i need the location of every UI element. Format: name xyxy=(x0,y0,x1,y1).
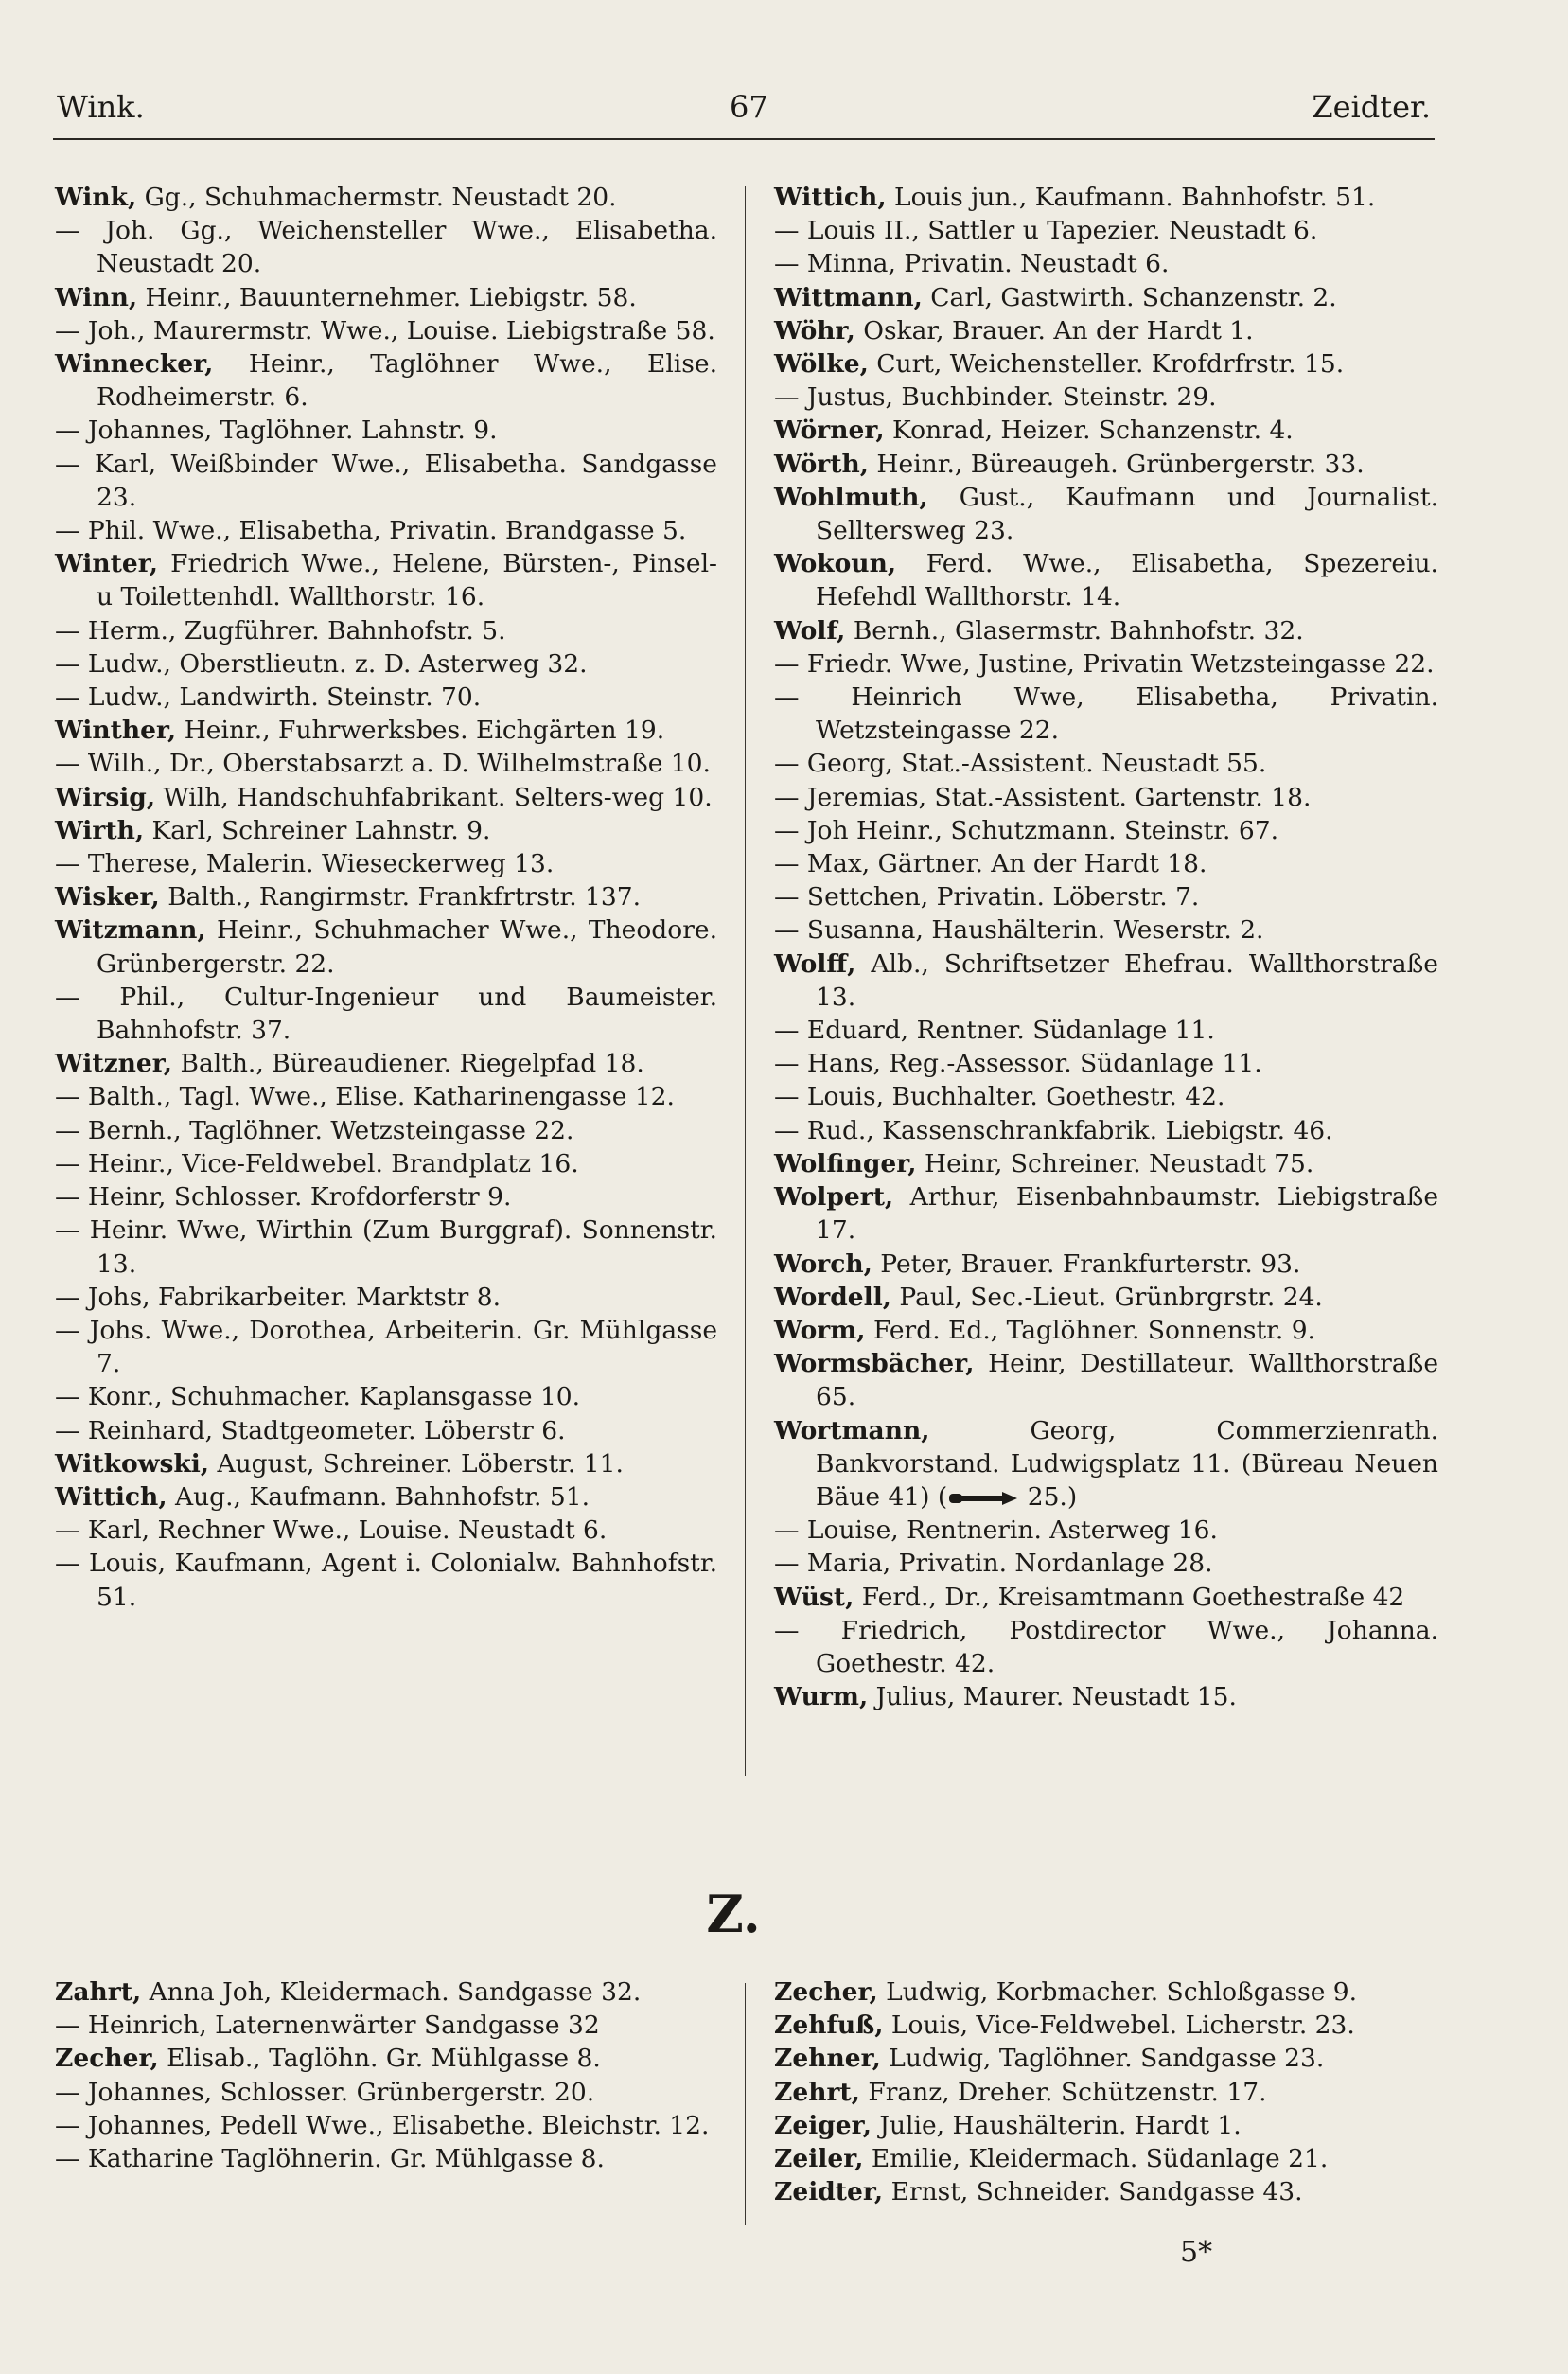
directory-entry xyxy=(55,181,717,214)
directory-entry xyxy=(774,847,1438,880)
entry-surname: Zehner, xyxy=(774,2044,881,2074)
entry-surname: Wolf, xyxy=(774,615,846,646)
directory-entry xyxy=(774,347,1438,381)
entry-text: Carl, Gastwirth. Schanzenstr. 2. xyxy=(922,282,1337,312)
entry-surname: Wöhr, xyxy=(774,315,855,345)
entry-surname: Zecher, xyxy=(55,2044,159,2074)
entry-surname: Worm, xyxy=(774,1315,866,1345)
directory-entry xyxy=(774,2109,1438,2142)
directory-entry xyxy=(774,414,1438,447)
entry-text: — Joh. Gg., Weichensteller Wwe., Elisabetha. Neustadt 20. xyxy=(55,216,717,279)
left-column-z xyxy=(55,1975,717,2175)
right-column-w xyxy=(774,181,1438,1713)
directory-entry xyxy=(55,1281,717,1314)
entry-text: Julius, Maurer. Neustadt 15. xyxy=(868,1682,1237,1712)
entry-text: Peter, Brauer. Frankfurterstr. 93. xyxy=(872,1249,1301,1279)
directory-entry xyxy=(55,2042,717,2075)
entry-surname: Wohlmuth, xyxy=(774,482,928,512)
entry-text: — Herm., Zugführer. Bahnhofstr. 5. xyxy=(55,615,506,646)
entry-surname: Zeidter, xyxy=(774,2177,884,2207)
entry-text: Heinr., Bauunternehmer. Liebigstr. 58. xyxy=(137,282,637,312)
entry-text: Oskar, Brauer. An der Hardt 1. xyxy=(854,315,1254,345)
entry-surname: Wirsig, xyxy=(55,782,156,812)
entry-text: — Joh., Maurermstr. Wwe., Louise. Liebigstraße 58. xyxy=(55,315,715,345)
page-number: 67 xyxy=(730,89,768,125)
entry-text: Curt, Weichensteller. Krofdrfrstr. 15. xyxy=(868,349,1345,380)
directory-entry xyxy=(55,2076,717,2109)
directory-entry xyxy=(55,714,717,747)
entry-text: Ferd. Ed., Taglöhner. Sonnenstr. 9. xyxy=(865,1315,1315,1345)
directory-entry xyxy=(774,913,1438,947)
entry-text: — Reinhard, Stadtgeometer. Löberstr 6. xyxy=(55,1415,566,1445)
directory-entry xyxy=(774,1248,1438,1281)
directory-entry xyxy=(55,2009,717,2042)
entry-text: — Heinr. Wwe, Wirthin (Zum Burggraf). Sonnenstr. 13. xyxy=(55,1215,717,1279)
entry-text: Heinr., Fuhrwerksbes. Eichgärten 19. xyxy=(176,716,665,746)
directory-entry xyxy=(55,281,717,314)
entry-text: Heinr, Destillateur. Wallthorstraße 65. xyxy=(816,1349,1438,1412)
directory-entry xyxy=(774,2175,1438,2208)
entry-text: — Friedr. Wwe, Justine, Privatin Wetzsteingasse 22. xyxy=(774,648,1435,679)
column-divider xyxy=(745,1983,746,2225)
directory-entry xyxy=(774,2042,1438,2075)
entry-surname: Wüst, xyxy=(774,1582,854,1612)
entry-text: Wilh, Handschuhfabrikant. Selters-weg 10. xyxy=(155,782,713,812)
section-letter: Z. xyxy=(706,1884,761,1944)
directory-entry xyxy=(55,1975,717,2009)
entry-text: — Ludw., Oberstlieutn. z. D. Asterweg 32. xyxy=(55,648,588,679)
directory-entry xyxy=(774,781,1438,814)
directory-entry xyxy=(774,1080,1438,1113)
entry-text: — Phil., Cultur-Ingenieur und Baumeister. Bahnhofstr. 37. xyxy=(55,982,717,1046)
directory-entry xyxy=(774,1281,1438,1314)
directory-entry xyxy=(774,247,1438,280)
directory-entry xyxy=(55,514,717,547)
entry-text: Ferd. Wwe., Elisabetha, Spezereiu. Hefehdl Wallthorstr. 14. xyxy=(816,549,1438,612)
directory-entry xyxy=(774,381,1438,414)
entry-text: Louis jun., Kaufmann. Bahnhofstr. 51. xyxy=(886,183,1376,212)
entry-text: Aug., Kaufmann. Bahnhofstr. 51. xyxy=(167,1481,590,1512)
entry-text: — Rud., Kassenschrankfabrik. Liebigstr. 46. xyxy=(774,1115,1333,1145)
entry-text: — Max, Gärtner. An der Hardt 18. xyxy=(774,849,1207,879)
entry-text: Georg, Commerzienrath. Bankvorstand. Ludwigsplatz 11. (Büreau Neuen Bäue 41) ( xyxy=(816,1415,1438,1512)
entry-text: Heinr, Schreiner. Neustadt 75. xyxy=(916,1148,1314,1178)
entry-surname: Wokoun, xyxy=(774,549,897,579)
entry-text: — Bernh., Taglöhner. Wetzsteingasse 22. xyxy=(55,1115,574,1145)
entry-surname: Zahrt, xyxy=(55,1977,142,2007)
entry-text: — Louise, Rentnerin. Asterweg 16. xyxy=(774,1515,1218,1546)
column-divider xyxy=(745,186,746,1776)
directory-entry xyxy=(55,1147,717,1180)
directory-entry xyxy=(774,647,1438,681)
entry-surname: Wittmann, xyxy=(774,282,923,312)
entry-surname: Wormsbächer, xyxy=(774,1349,975,1379)
entry-text: — Joh Heinr., Schutzmann. Steinstr. 67. xyxy=(774,815,1279,845)
entry-surname: Witzmann, xyxy=(55,915,206,946)
directory-entry xyxy=(774,681,1438,747)
directory-entry xyxy=(55,880,717,913)
entry-surname: Wolpert, xyxy=(774,1182,894,1213)
directory-entry xyxy=(774,1180,1438,1247)
directory-entry xyxy=(55,913,717,980)
entry-text-after: 25.) xyxy=(1019,1481,1078,1512)
directory-entry xyxy=(55,1180,717,1214)
directory-entry xyxy=(774,481,1438,547)
directory-entry xyxy=(774,614,1438,647)
directory-entry xyxy=(55,647,717,681)
entry-text: — Johannes, Schlosser. Grünbergerstr. 20. xyxy=(55,2077,595,2107)
entry-surname: Wörth, xyxy=(774,449,869,479)
entry-surname: Zehfuß, xyxy=(774,2011,884,2041)
entry-text: Balth., Büreaudiener. Riegelpfad 18. xyxy=(172,1049,644,1079)
entry-text: — Therese, Malerin. Wieseckerweg 13. xyxy=(55,849,555,879)
directory-entry xyxy=(774,1147,1438,1180)
entry-surname: Witkowski, xyxy=(55,1448,210,1479)
entry-surname: Witzner, xyxy=(55,1049,173,1079)
running-head-left: Wink. xyxy=(57,89,145,125)
entry-surname: Wörner, xyxy=(774,416,885,446)
entry-text: Emilie, Kleidermach. Südanlage 21. xyxy=(863,2144,1329,2174)
entry-text: — Johs. Wwe., Dorothea, Arbeiterin. Gr. Mühlgasse 7. xyxy=(55,1315,717,1379)
entry-text: Ludwig, Taglöhner. Sandgasse 23. xyxy=(880,2044,1325,2074)
directory-entry xyxy=(774,1975,1438,2009)
entry-text: — Jeremias, Stat.-Assistent. Gartenstr. 18. xyxy=(774,782,1312,812)
directory-entry xyxy=(774,1581,1438,1614)
directory-entry xyxy=(55,1214,717,1280)
directory-entry xyxy=(774,1014,1438,1047)
entry-text: — Settchen, Privatin. Löberstr. 7. xyxy=(774,882,1200,912)
entry-surname: Wittich, xyxy=(774,183,887,212)
entry-text: — Johannes, Pedell Wwe., Elisabethe. Bleichstr. 12. xyxy=(55,2110,710,2140)
entry-text: — Louis, Buchhalter. Goethestr. 42. xyxy=(774,1082,1225,1112)
directory-entry xyxy=(55,1047,717,1080)
entry-text: — Ludw., Landwirth. Steinstr. 70. xyxy=(55,682,482,713)
entry-text: Karl, Schreiner Lahnstr. 9. xyxy=(144,815,491,845)
directory-entry xyxy=(55,2142,717,2175)
entry-surname: Wolff, xyxy=(774,948,856,979)
entry-text: — Heinrich, Laternenwärter Sandgasse 32 xyxy=(55,2011,600,2041)
directory-entry xyxy=(55,1447,717,1480)
directory-entry xyxy=(774,948,1438,1014)
entry-surname: Wurm, xyxy=(774,1682,869,1712)
entry-text: — Justus, Buchbinder. Steinstr. 29. xyxy=(774,382,1217,413)
directory-entry xyxy=(774,314,1438,347)
entry-text: Ferd., Dr., Kreisamtmann Goethestraße 42 xyxy=(854,1582,1405,1612)
entry-surname: Winter, xyxy=(55,549,158,579)
directory-entry xyxy=(774,1314,1438,1347)
directory-entry xyxy=(774,1347,1438,1413)
directory-entry xyxy=(55,547,717,613)
entry-text: Paul, Sec.-Lieut. Grünbrgrstr. 24. xyxy=(891,1282,1323,1312)
entry-text: Alb., Schriftsetzer Ehefrau. Wallthorstraße 13. xyxy=(816,948,1438,1012)
directory-entry xyxy=(55,747,717,780)
entry-text: Heinr., Schuhmacher Wwe., Theodore. Grünbergerstr. 22. xyxy=(97,915,717,979)
entry-text: — Maria, Privatin. Nordanlage 28. xyxy=(774,1549,1213,1579)
directory-entry xyxy=(55,414,717,447)
entry-text: Julie, Haushälterin. Hardt 1. xyxy=(871,2110,1242,2140)
entry-surname: Zecher, xyxy=(774,1977,878,2007)
entry-text: — Phil. Wwe., Elisabetha, Privatin. Brandgasse 5. xyxy=(55,516,687,546)
entry-text: — Heinr, Schlosser. Krofdorferstr 9. xyxy=(55,1182,512,1213)
directory-entry xyxy=(774,1514,1438,1547)
entry-text: Heinr., Büreaugeh. Grünbergerstr. 33. xyxy=(868,449,1365,479)
entry-text: — Katharine Taglöhnerin. Gr. Mühlgasse 8. xyxy=(55,2144,605,2174)
directory-entry xyxy=(774,1047,1438,1080)
directory-entry xyxy=(55,847,717,880)
directory-entry xyxy=(774,1680,1438,1713)
directory-entry xyxy=(774,747,1438,780)
directory-entry xyxy=(774,880,1438,913)
directory-entry xyxy=(774,547,1438,613)
directory-entry xyxy=(55,1380,717,1413)
directory-entry xyxy=(55,1314,717,1380)
entry-text: — Hans, Reg.-Assessor. Südanlage 11. xyxy=(774,1049,1262,1079)
entry-surname: Wölke, xyxy=(774,349,869,380)
directory-entry xyxy=(55,1114,717,1147)
entry-text: Elisab., Taglöhn. Gr. Mühlgasse 8. xyxy=(158,2044,601,2074)
entry-text: Anna Joh, Kleidermach. Sandgasse 32. xyxy=(141,1977,642,2007)
entry-surname: Wordell, xyxy=(774,1282,891,1312)
entry-text: — Wilh., Dr., Oberstabsarzt a. D. Wilhelmstraße 10. xyxy=(55,749,711,779)
entry-text: Gust., Kaufmann und Journalist. Selltersweg 23. xyxy=(816,482,1438,546)
entry-text: August, Schreiner. Löberstr. 11. xyxy=(209,1448,624,1479)
entry-text: — Louis II., Sattler u Tapezier. Neustadt 6. xyxy=(774,216,1318,246)
entry-text: Franz, Dreher. Schützenstr. 17. xyxy=(859,2077,1267,2107)
entry-surname: Winnecker, xyxy=(55,349,214,380)
entry-text: Louis, Vice-Feldwebel. Licherstr. 23. xyxy=(883,2011,1355,2041)
entry-text: — Georg, Stat.-Assistent. Neustadt 55. xyxy=(774,749,1267,779)
directory-entry xyxy=(55,1414,717,1447)
entry-text: — Louis, Kaufmann, Agent i. Colonialw. Bahnhofstr. 51. xyxy=(55,1549,717,1612)
entry-text: — Karl, Rechner Wwe., Louise. Neustadt 6. xyxy=(55,1515,608,1546)
directory-entry xyxy=(55,1514,717,1547)
right-column-z xyxy=(774,1975,1438,2208)
directory-entry xyxy=(55,347,717,414)
entry-text: Gg., Schuhmachermstr. Neustadt 20. xyxy=(136,183,617,212)
signature-mark: 5* xyxy=(1180,2236,1213,2269)
directory-entry xyxy=(55,814,717,847)
entry-text: — Heinr., Vice-Feldwebel. Brandplatz 16. xyxy=(55,1148,579,1178)
directory-entry xyxy=(774,2076,1438,2109)
directory-entry xyxy=(774,1614,1438,1680)
directory-entry xyxy=(774,181,1438,214)
entry-text: Balth., Rangirmstr. Frankfrtrstr. 137. xyxy=(159,882,642,912)
directory-entry xyxy=(55,1080,717,1113)
entry-text: Friedrich Wwe., Helene, Bürsten-, Pinsel- u Toilettenhdl. Wallthorstr. 16. xyxy=(97,549,717,612)
directory-entry xyxy=(55,681,717,714)
entry-text: — Minna, Privatin. Neustadt 6. xyxy=(774,249,1170,279)
entry-text: Konrad, Heizer. Schanzenstr. 4. xyxy=(884,416,1294,446)
directory-entry xyxy=(55,981,717,1047)
directory-entry xyxy=(774,2142,1438,2175)
entry-surname: Wortmann, xyxy=(774,1415,930,1445)
directory-entry xyxy=(774,1414,1438,1515)
entry-text: Ludwig, Korbmacher. Schloßgasse 9. xyxy=(877,1977,1358,2007)
entry-surname: Wolfinger, xyxy=(774,1148,917,1178)
entry-text: Heinr., Taglöhner Wwe., Elise. Rodheimerstr. 6. xyxy=(97,349,717,413)
entry-text: — Johannes, Taglöhner. Lahnstr. 9. xyxy=(55,416,498,446)
directory-entry xyxy=(55,1480,717,1514)
directory-entry xyxy=(774,214,1438,247)
entry-text: — Konr., Schuhmacher. Kaplansgasse 10. xyxy=(55,1382,581,1412)
entry-text: — Susanna, Haushälterin. Weserstr. 2. xyxy=(774,915,1264,946)
entry-surname: Wink, xyxy=(55,183,137,212)
entry-surname: Worch, xyxy=(774,1249,872,1279)
entry-surname: Wittich, xyxy=(55,1481,167,1512)
entry-text: — Balth., Tagl. Wwe., Elise. Katharinengasse 12. xyxy=(55,1082,675,1112)
directory-entry xyxy=(774,281,1438,314)
directory-entry xyxy=(55,314,717,347)
page-header xyxy=(53,83,1435,140)
directory-entry xyxy=(55,1547,717,1613)
directory-entry xyxy=(55,781,717,814)
entry-surname: Winn, xyxy=(55,282,138,312)
directory-entry xyxy=(774,2009,1438,2042)
entry-text: Arthur, Eisenbahnbaumstr. Liebigstraße 17. xyxy=(816,1182,1438,1246)
left-column-w xyxy=(55,181,717,1614)
telephone-hand-icon xyxy=(947,1488,1019,1509)
entry-text: — Friedrich, Postdirector Wwe., Johanna. Goethestr. 42. xyxy=(774,1615,1438,1678)
entry-surname: Wirth, xyxy=(55,815,145,845)
entry-text: — Eduard, Rentner. Südanlage 11. xyxy=(774,1016,1215,1046)
directory-entry xyxy=(55,614,717,647)
directory-entry xyxy=(55,214,717,280)
entry-text: Bernh., Glasermstr. Bahnhofstr. 32. xyxy=(845,615,1304,646)
directory-entry xyxy=(55,448,717,514)
directory-entry xyxy=(774,814,1438,847)
entry-text: — Karl, Weißbinder Wwe., Elisabetha. Sandgasse 23. xyxy=(55,449,717,512)
entry-text: — Heinrich Wwe, Elisabetha, Privatin. Wetzsteingasse 22. xyxy=(774,682,1438,746)
directory-entry xyxy=(774,1547,1438,1580)
entry-surname: Winther, xyxy=(55,716,177,746)
directory-entry xyxy=(774,1114,1438,1147)
entry-text: — Johs, Fabrikarbeiter. Marktstr 8. xyxy=(55,1282,502,1312)
entry-surname: Zeiler, xyxy=(774,2144,864,2174)
directory-entry xyxy=(55,2109,717,2142)
entry-surname: Wisker, xyxy=(55,882,160,912)
directory-entry xyxy=(774,448,1438,481)
entry-text: Ernst, Schneider. Sandgasse 43. xyxy=(883,2177,1303,2207)
entry-surname: Zehrt, xyxy=(774,2077,860,2107)
entry-surname: Zeiger, xyxy=(774,2110,872,2140)
running-head-right: Zeidter. xyxy=(1312,89,1431,125)
